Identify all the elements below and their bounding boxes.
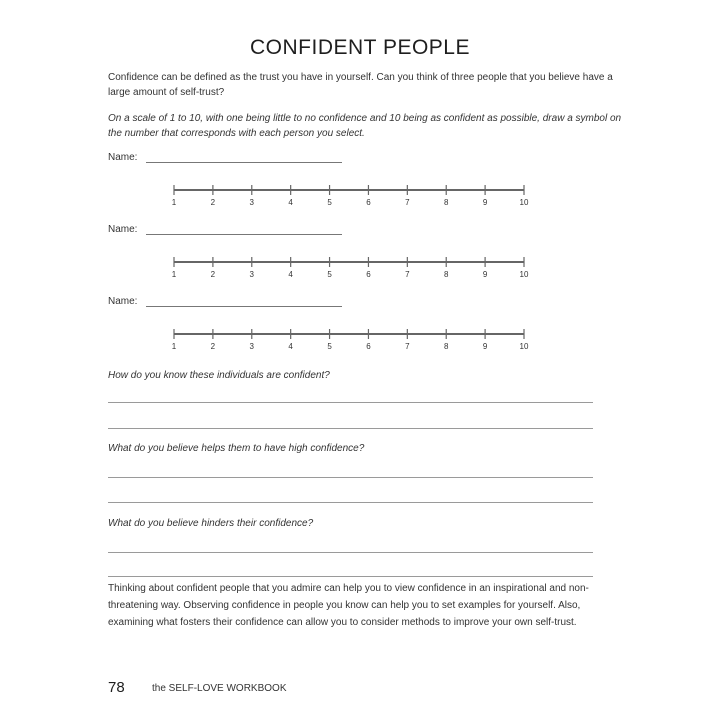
scale-tick-label-9[interactable]: 9 <box>482 270 488 279</box>
name-input-line[interactable] <box>146 234 342 235</box>
scale-graphic <box>160 328 540 342</box>
scale-tick-label-7[interactable]: 7 <box>405 342 410 351</box>
question-1: How do you know these individuals are confident? <box>108 370 330 381</box>
scale-tick-label-6[interactable]: 6 <box>366 198 371 207</box>
scale-tick-label-4[interactable]: 4 <box>288 198 293 207</box>
scale-tick-label-3[interactable]: 3 <box>249 270 254 279</box>
name-row-3 <box>108 296 368 312</box>
answer-line[interactable] <box>108 477 593 478</box>
scale-graphic <box>160 256 540 270</box>
answer-line[interactable] <box>108 576 593 577</box>
scale-tick-label-2[interactable]: 2 <box>210 342 216 351</box>
answer-line[interactable] <box>108 402 593 403</box>
scale-tick-label-4[interactable]: 4 <box>288 270 293 279</box>
scale-tick-label-2[interactable]: 2 <box>210 198 216 207</box>
scale-tick-label-6[interactable]: 6 <box>366 270 371 279</box>
name-label: Name: <box>108 152 138 163</box>
scale-tick-label-9[interactable]: 9 <box>482 198 488 207</box>
question-3: What do you believe hinders their confidence? <box>108 518 314 529</box>
scale-tick-label-2[interactable]: 2 <box>210 270 216 279</box>
scale-tick-label-6[interactable]: 6 <box>366 342 371 351</box>
scale-tick-label-3[interactable]: 3 <box>249 342 254 351</box>
answer-line[interactable] <box>108 552 593 553</box>
question-2: What do you believe helps them to have high confidence? <box>108 443 365 454</box>
instruction-paragraph: On a scale of 1 to 10, with one being little to no confidence and 10 being as confident as possible, draw a symbol on the number that corresponds with each person you select. <box>108 113 622 139</box>
page-footer <box>108 679 408 699</box>
scale-tick-label-10[interactable]: 10 <box>519 198 529 207</box>
closing-paragraph: Thinking about confident people that you admire can help you to view confidence in an inspirational and non-threatening way. Observing confidence in people you know can help you to set examples for yourself. Also, examining what fosters their confidence can allow you to consider methods to improve your own self-trust. <box>108 583 589 628</box>
answer-line[interactable] <box>108 428 593 429</box>
scale-tick-label-3[interactable]: 3 <box>249 198 254 207</box>
scale-tick-label-7[interactable]: 7 <box>405 270 410 279</box>
scale-tick-label-9[interactable]: 9 <box>482 342 488 351</box>
scale-tick-label-10[interactable]: 10 <box>519 270 529 279</box>
scale-tick-label-1[interactable]: 1 <box>171 342 177 351</box>
page-title: CONFIDENT PEOPLE <box>250 36 470 59</box>
scale-tick-label-8[interactable]: 8 <box>443 198 449 207</box>
scale-tick-label-5[interactable]: 5 <box>327 342 332 351</box>
scale-tick-label-10[interactable]: 10 <box>519 342 529 351</box>
confidence-scale-3[interactable] <box>160 328 540 368</box>
scale-tick-label-5[interactable]: 5 <box>327 198 332 207</box>
scale-tick-label-1[interactable]: 1 <box>171 270 177 279</box>
name-label: Name: <box>108 296 138 307</box>
name-input-line[interactable] <box>146 306 342 307</box>
intro-paragraph: Confidence can be defined as the trust you have in yourself. Can you think of three people that you believe have a large amount of self-trust? <box>108 72 613 98</box>
scale-graphic <box>160 184 540 198</box>
name-label: Name: <box>108 224 138 235</box>
name-row-1 <box>108 152 368 168</box>
book-title: the SELF-LOVE WORKBOOK <box>152 683 287 694</box>
scale-tick-label-8[interactable]: 8 <box>443 342 449 351</box>
page-number: 78 <box>108 679 125 696</box>
answer-line[interactable] <box>108 502 593 503</box>
scale-tick-label-4[interactable]: 4 <box>288 342 293 351</box>
confidence-scale-2[interactable] <box>160 256 540 296</box>
confidence-scale-1[interactable] <box>160 184 540 224</box>
scale-tick-label-5[interactable]: 5 <box>327 270 332 279</box>
scale-tick-label-7[interactable]: 7 <box>405 198 410 207</box>
scale-tick-label-1[interactable]: 1 <box>171 198 177 207</box>
scale-tick-label-8[interactable]: 8 <box>443 270 449 279</box>
name-input-line[interactable] <box>146 162 342 163</box>
name-row-2 <box>108 224 368 240</box>
